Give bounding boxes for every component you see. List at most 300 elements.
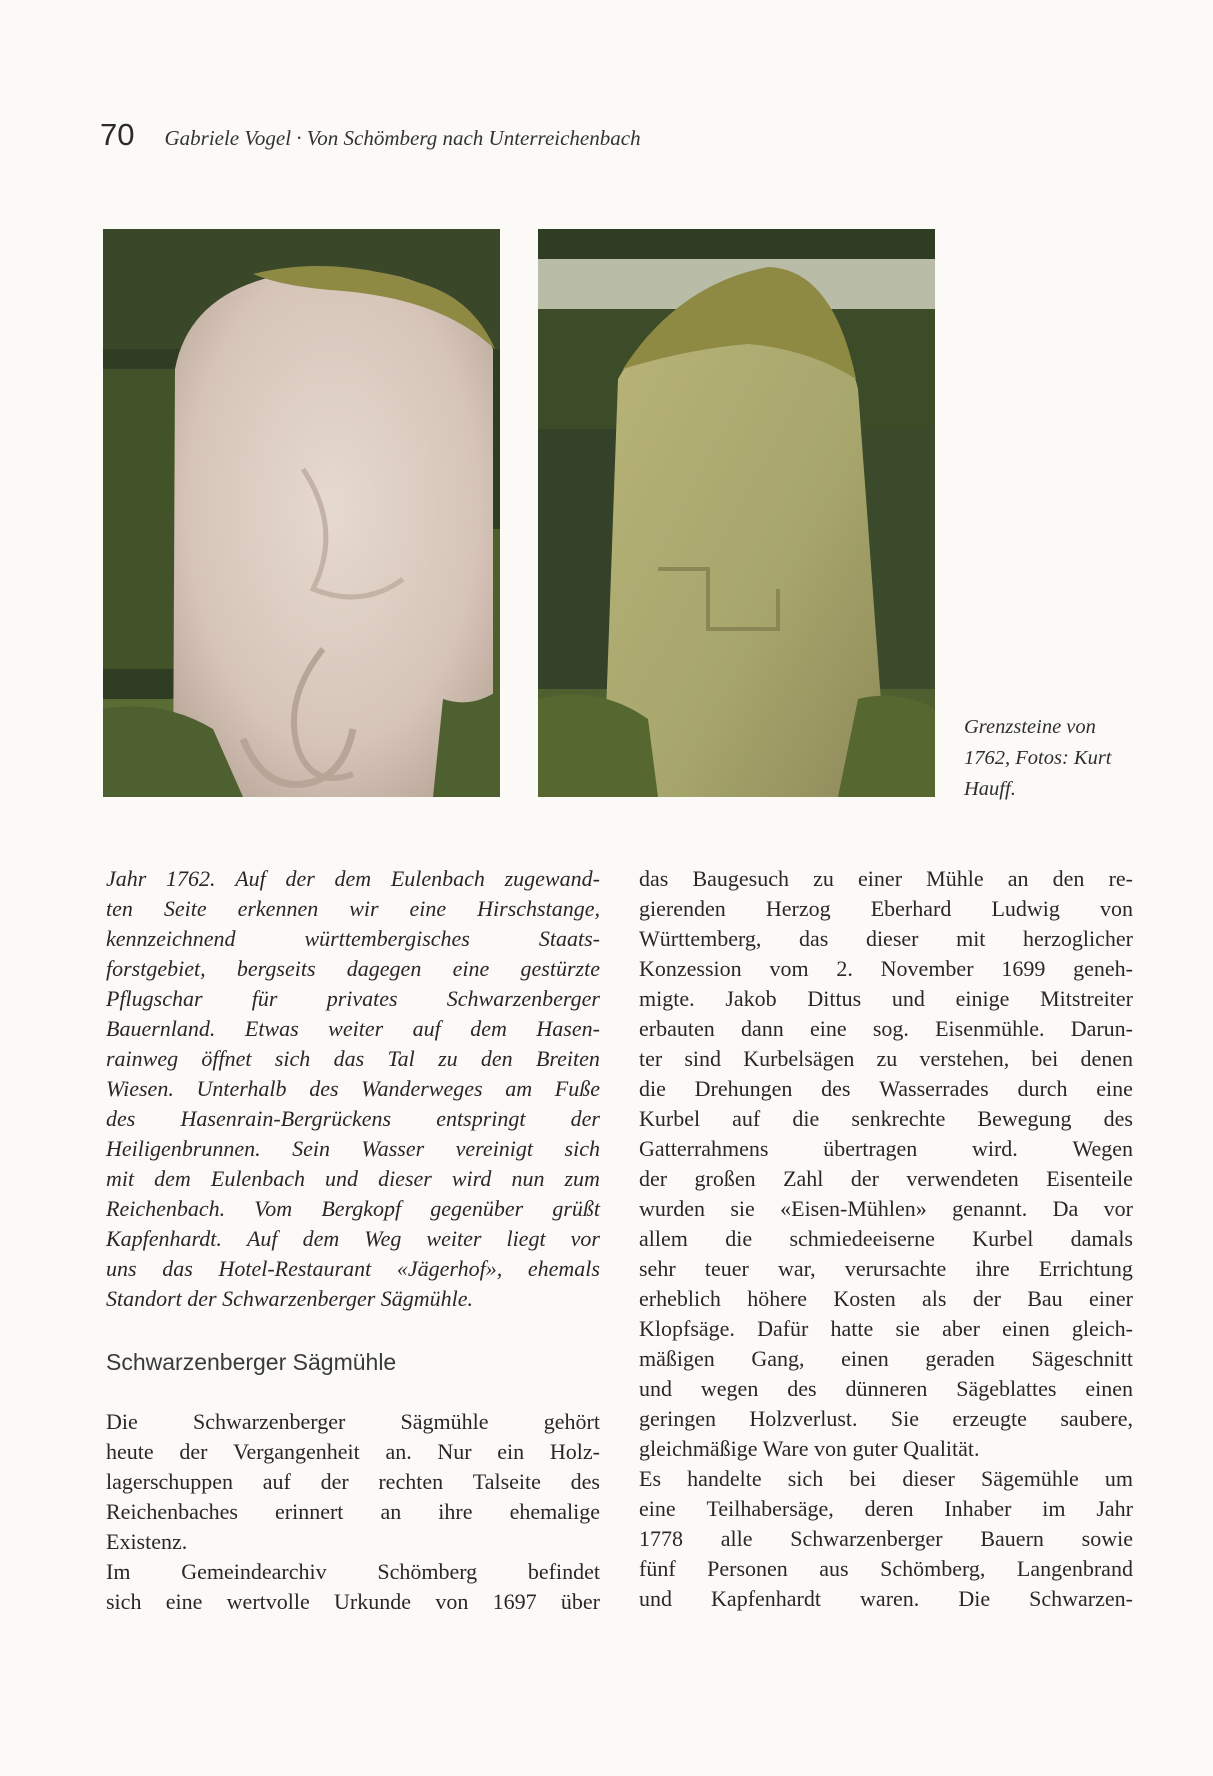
word: rechten	[378, 1469, 444, 1494]
word: Jahr	[106, 866, 147, 891]
word: Personen	[707, 1556, 788, 1581]
word: die	[792, 1106, 820, 1131]
word: handelte	[687, 1466, 762, 1491]
word: Eulenbach	[390, 866, 485, 891]
word: Darun-	[1070, 1016, 1133, 1041]
word: einige	[955, 986, 1010, 1011]
text-line	[639, 924, 1133, 954]
word: sich	[787, 1466, 824, 1491]
word: eine	[409, 896, 447, 921]
word: re-	[1108, 866, 1133, 891]
page-number: 70	[100, 117, 135, 152]
word: der	[285, 866, 315, 891]
word: wird	[451, 1166, 492, 1191]
word: liegt	[506, 1226, 546, 1251]
word: Tal	[387, 1046, 415, 1071]
word: Eberhard	[870, 896, 952, 921]
word: 1697	[492, 1589, 537, 1614]
right-text-column	[639, 864, 1133, 1614]
text-line	[639, 1014, 1133, 1044]
word: auf	[412, 1016, 441, 1041]
word: Fuße	[554, 1076, 600, 1101]
word: ein	[497, 1439, 525, 1464]
word: über	[560, 1589, 600, 1614]
word: erbauten	[639, 1016, 715, 1041]
word: senkrechte	[851, 1106, 946, 1131]
word: deren	[864, 1496, 914, 1521]
word: vor	[570, 1226, 600, 1251]
word: hatte	[830, 1316, 874, 1341]
word: dünneren	[845, 1376, 928, 1401]
word: Da	[1052, 1196, 1079, 1221]
word: Bauern	[980, 1526, 1044, 1551]
word: die	[639, 1076, 666, 1101]
word: alle	[720, 1526, 753, 1551]
word: einen	[1002, 1316, 1050, 1341]
word: auf	[732, 1106, 761, 1131]
word: dagegen	[346, 956, 422, 981]
text-line	[639, 984, 1133, 1014]
word: für	[251, 986, 278, 1011]
text-line	[106, 1587, 600, 1617]
text-line	[639, 1344, 1133, 1374]
word: mit	[106, 1166, 135, 1191]
word: dem	[334, 866, 372, 891]
word: 1699	[1001, 956, 1046, 981]
word: der	[320, 1469, 349, 1494]
word: kennzeichnend	[106, 926, 236, 951]
caption-line: Hauff.	[964, 778, 1016, 800]
word: eine	[639, 1496, 676, 1521]
word: an	[1007, 866, 1029, 891]
word: höhere	[747, 1286, 808, 1311]
word: dem	[154, 1166, 191, 1191]
text-line	[106, 1497, 600, 1527]
word: eine	[809, 1016, 847, 1041]
word: den	[1052, 866, 1085, 891]
text-line: gleichmäßige Ware von guter Qualität.	[639, 1436, 980, 1461]
word: zu	[438, 1046, 458, 1071]
word: Konzession	[639, 956, 742, 981]
text-line	[639, 1254, 1133, 1284]
word: ehemalige	[509, 1499, 600, 1524]
word: zu	[813, 866, 834, 891]
word: der	[972, 1286, 1001, 1311]
word: sie	[730, 1196, 755, 1221]
text-line	[106, 1104, 600, 1134]
word: Mühle	[926, 866, 984, 891]
word: Sie	[890, 1406, 920, 1431]
text-line	[639, 1524, 1133, 1554]
word: von	[435, 1589, 469, 1614]
text-line	[106, 1557, 600, 1587]
word: weiter	[328, 1016, 384, 1041]
text-line	[639, 1164, 1133, 1194]
word: vereinigt	[455, 1136, 534, 1161]
word: Sägemühle	[980, 1466, 1079, 1491]
word: Teilhabersäge,	[706, 1496, 834, 1521]
text-line	[106, 1254, 600, 1284]
word: zugewand-	[504, 866, 600, 891]
word: Drehungen	[694, 1076, 793, 1101]
word: einen	[841, 1346, 889, 1371]
text-line	[639, 894, 1133, 924]
word: des	[106, 1106, 136, 1131]
text-line	[106, 1044, 600, 1074]
word: sich	[274, 1046, 311, 1071]
word: verwendeten	[906, 1166, 1019, 1191]
word: sich	[564, 1136, 600, 1161]
word: Heiligenbrunnen.	[106, 1136, 261, 1161]
text-line	[106, 1014, 600, 1044]
word: sich	[106, 1589, 142, 1614]
text-line	[639, 1044, 1133, 1074]
word: von	[1100, 896, 1133, 921]
word: gegenüber	[430, 1196, 524, 1221]
word: einen	[1085, 1376, 1133, 1401]
word: denen	[1080, 1046, 1133, 1071]
word: erinnert	[275, 1499, 344, 1524]
text-line	[639, 954, 1133, 984]
word: 1762.	[166, 866, 216, 891]
word: Die	[958, 1586, 991, 1611]
photo-boundary-stone-right	[538, 229, 935, 797]
text-line	[639, 1314, 1133, 1344]
word: ihre	[438, 1499, 473, 1524]
word: vor	[1103, 1196, 1133, 1221]
word: öffnet	[201, 1046, 252, 1071]
word: Wasserrades	[879, 1076, 989, 1101]
text-line	[106, 864, 600, 894]
word: vom	[769, 956, 809, 981]
word: erkennen	[237, 896, 319, 921]
word: Dittus	[807, 986, 862, 1011]
word: Bewegung	[977, 1106, 1072, 1131]
word: Hirschstange,	[477, 896, 600, 921]
word: entspringt	[436, 1106, 526, 1131]
word: mäßigen	[639, 1346, 715, 1371]
word: an.	[385, 1439, 412, 1464]
text-line	[106, 1074, 600, 1104]
word: dieser	[378, 1166, 432, 1191]
word: privates	[326, 986, 398, 1011]
word: Bau	[1027, 1286, 1063, 1311]
word: und	[325, 1166, 359, 1191]
word: Vergangenheit	[233, 1439, 360, 1464]
word: Kurbelsägen	[743, 1046, 855, 1071]
word: zum	[564, 1166, 600, 1191]
word: Auf	[235, 866, 266, 891]
word: als	[922, 1286, 947, 1311]
word: Staats-	[538, 926, 600, 951]
word: und	[639, 1586, 672, 1611]
word: fünf	[639, 1556, 676, 1581]
word: Pflugschar	[106, 986, 203, 1011]
text-line	[106, 1407, 600, 1437]
word: Holzverlust.	[749, 1406, 858, 1431]
word: migte.	[639, 986, 695, 1011]
word: übertragen	[823, 1136, 918, 1161]
word: Seite	[163, 896, 207, 921]
word: aber	[942, 1316, 980, 1341]
word: Herzog	[765, 896, 831, 921]
text-line	[106, 924, 600, 954]
word: an	[380, 1499, 402, 1524]
word: eine	[165, 1589, 203, 1614]
word: 1778	[639, 1526, 683, 1551]
word: Nur	[437, 1439, 472, 1464]
word: den	[480, 1046, 513, 1071]
word: Holz-	[549, 1439, 600, 1464]
word: geringen	[639, 1406, 716, 1431]
word: Gatterrahmens	[639, 1136, 769, 1161]
word: Im	[106, 1559, 131, 1584]
word: der	[570, 1106, 600, 1131]
word: «Eisen-Mühlen»	[780, 1196, 927, 1221]
caption-line: Grenzsteine von	[964, 716, 1096, 738]
word: herzoglicher	[1023, 926, 1133, 951]
text-line	[106, 1194, 600, 1224]
text-line	[639, 1284, 1133, 1314]
word: das	[639, 866, 669, 891]
text-line: Standort der Schwarzenberger Sägmühle.	[106, 1286, 474, 1311]
word: Sägmühle	[400, 1409, 489, 1434]
body-paragraph	[106, 1407, 600, 1617]
word: Klopfsäge.	[639, 1316, 735, 1341]
text-line	[639, 1224, 1133, 1254]
word: Es	[639, 1466, 661, 1491]
word: eine	[452, 956, 490, 981]
word: um	[1104, 1466, 1133, 1491]
word: forstgebiet,	[106, 956, 206, 981]
text-line	[106, 984, 600, 1014]
word: sie	[895, 1316, 920, 1341]
word: einer	[858, 866, 903, 891]
text-line	[639, 1494, 1133, 1524]
word: württembergisches	[304, 926, 470, 951]
word: Hasen-	[536, 1016, 600, 1041]
text-line	[639, 1554, 1133, 1584]
word: allem	[639, 1226, 688, 1251]
word: wegen	[700, 1376, 759, 1401]
word: Gemeindearchiv	[181, 1559, 327, 1584]
word: Wanderweges	[361, 1076, 483, 1101]
word: weiter	[426, 1226, 482, 1251]
word: Errichtung	[1038, 1256, 1133, 1281]
word: dem	[302, 1226, 340, 1251]
text-line	[106, 894, 600, 924]
word: Kapfenhardt.	[106, 1226, 222, 1251]
word: Schwarzenberger	[446, 986, 600, 1011]
word: Eisenmühle.	[935, 1016, 1045, 1041]
word: Schwarzenberger	[193, 1409, 346, 1434]
word: Jahr	[1096, 1496, 1133, 1521]
word: aus	[819, 1556, 849, 1581]
word: durch	[1017, 1076, 1068, 1101]
word: Gang,	[751, 1346, 805, 1371]
text-line	[106, 1467, 600, 1497]
word: ehemals	[527, 1256, 600, 1281]
word: wurden	[639, 1196, 705, 1221]
word: Langenbrand	[1016, 1556, 1133, 1581]
word: Hotel-Restaurant	[218, 1256, 372, 1281]
word: ter	[639, 1046, 663, 1071]
word: wird.	[971, 1136, 1018, 1161]
text-line	[639, 1194, 1133, 1224]
word: wir	[349, 896, 379, 921]
word: bergseits	[236, 956, 316, 981]
text-line	[639, 1374, 1133, 1404]
word: Sägeblattes	[956, 1376, 1057, 1401]
word: erheblich	[639, 1286, 721, 1311]
word: dieser	[902, 1466, 955, 1491]
word: des	[570, 1469, 600, 1494]
word: sog.	[872, 1016, 909, 1041]
word: Inhaber	[944, 1496, 1012, 1521]
word: geneh-	[1073, 956, 1133, 981]
text-line	[106, 1134, 600, 1164]
word: zu	[876, 1046, 898, 1071]
word: genannt.	[952, 1196, 1028, 1221]
word: mit	[956, 926, 986, 951]
word: Schömberg,	[880, 1556, 986, 1581]
word: Reichenbach.	[106, 1196, 226, 1221]
word: Die	[106, 1409, 138, 1434]
word: Urkunde	[334, 1589, 412, 1614]
word: uns	[106, 1256, 137, 1281]
word: befindet	[527, 1559, 600, 1584]
text-line	[639, 1404, 1133, 1434]
word: teuer	[704, 1256, 749, 1281]
word: das	[162, 1256, 193, 1281]
word: auf	[262, 1469, 291, 1494]
word: das	[333, 1046, 365, 1071]
word: der	[179, 1439, 208, 1464]
word: Vom	[254, 1196, 293, 1221]
word: Kapfenhardt	[711, 1586, 821, 1611]
word: der	[639, 1166, 668, 1191]
word: Reichenbaches	[106, 1499, 238, 1524]
word: heute	[106, 1439, 154, 1464]
word: eine	[1096, 1076, 1133, 1101]
word: Baugesuch	[692, 866, 789, 891]
word: Kosten	[833, 1286, 896, 1311]
word: nun	[511, 1166, 545, 1191]
page-header	[100, 117, 641, 157]
caption-line: 1762, Fotos: Kurt	[964, 747, 1112, 769]
word: gehört	[543, 1409, 600, 1434]
word: Jakob	[725, 986, 777, 1011]
word: waren.	[860, 1586, 920, 1611]
word: am	[505, 1076, 533, 1101]
left-text-column	[106, 864, 600, 1617]
text-line: Existenz.	[106, 1529, 188, 1554]
word: Kurbel	[972, 1226, 1034, 1251]
word: dann	[740, 1016, 784, 1041]
word: und	[891, 986, 925, 1011]
word: des	[821, 1076, 851, 1101]
word: damals	[1070, 1226, 1133, 1251]
word: verstehen,	[919, 1046, 1010, 1071]
word: großen	[694, 1166, 756, 1191]
word: Schwarzen-	[1029, 1586, 1133, 1611]
word: Wegen	[1072, 1136, 1133, 1161]
word: Sägeschnitt	[1031, 1346, 1133, 1371]
word: Breiten	[535, 1046, 600, 1071]
word: sind	[684, 1046, 722, 1071]
word: erzeugte	[952, 1406, 1027, 1431]
word: November	[880, 956, 974, 981]
word: Württemberg,	[639, 926, 762, 951]
italic-paragraph	[106, 864, 600, 1314]
word: Wasser	[361, 1136, 425, 1161]
text-line	[639, 864, 1133, 894]
word: ten	[106, 896, 133, 921]
word: Weg	[364, 1226, 402, 1251]
word: dem	[470, 1016, 507, 1041]
word: gleich-	[1071, 1316, 1133, 1341]
word: grüßt	[552, 1196, 600, 1221]
word: Schömberg	[377, 1559, 478, 1584]
word: sowie	[1081, 1526, 1133, 1551]
word: gierenden	[639, 896, 726, 921]
word: des	[1103, 1106, 1133, 1131]
word: Mitstreiter	[1040, 986, 1133, 1011]
word: des	[787, 1376, 817, 1401]
running-title: Gabriele Vogel · Von Schömberg nach Unterreichenbach	[164, 126, 641, 150]
word: Schwarzenberger	[790, 1526, 943, 1551]
word: verursachte	[844, 1256, 947, 1281]
word: geraden	[925, 1346, 995, 1371]
word: bei	[1031, 1046, 1059, 1071]
text-line	[639, 1464, 1133, 1494]
text-line	[106, 1437, 600, 1467]
word: Talseite	[472, 1469, 541, 1494]
word: gestürzte	[520, 956, 600, 981]
text-line	[106, 1164, 600, 1194]
word: das	[799, 926, 829, 951]
word: im	[1042, 1496, 1066, 1521]
text-line	[106, 954, 600, 984]
word: Zahl	[783, 1166, 824, 1191]
photo-caption	[964, 712, 1164, 805]
word: Auf	[246, 1226, 278, 1251]
text-line	[639, 1584, 1133, 1614]
text-line	[106, 1224, 600, 1254]
section-heading: Schwarzenberger Sägmühle	[106, 1349, 397, 1375]
word: lagerschuppen	[106, 1469, 234, 1494]
word: Bauernland.	[106, 1016, 216, 1041]
word: Wiesen.	[106, 1076, 174, 1101]
word: sehr	[639, 1256, 676, 1281]
word: «Jägerhof»,	[396, 1256, 503, 1281]
word: ihre	[975, 1256, 1010, 1281]
word: wertvolle	[226, 1589, 310, 1614]
word: saubere,	[1060, 1406, 1133, 1431]
word: Etwas	[244, 1016, 299, 1041]
word: Ludwig	[991, 896, 1060, 921]
word: Hasenrain-Bergrückens	[180, 1106, 392, 1131]
word: Bergkopf	[321, 1196, 402, 1221]
word: dieser	[865, 926, 919, 951]
word: Kurbel	[639, 1106, 701, 1131]
word: die	[725, 1226, 753, 1251]
word: Sein	[292, 1136, 330, 1161]
word: war,	[778, 1256, 816, 1281]
word: der	[850, 1166, 879, 1191]
word: Unterhalb	[196, 1076, 287, 1101]
photo-boundary-stone-left	[103, 229, 500, 797]
